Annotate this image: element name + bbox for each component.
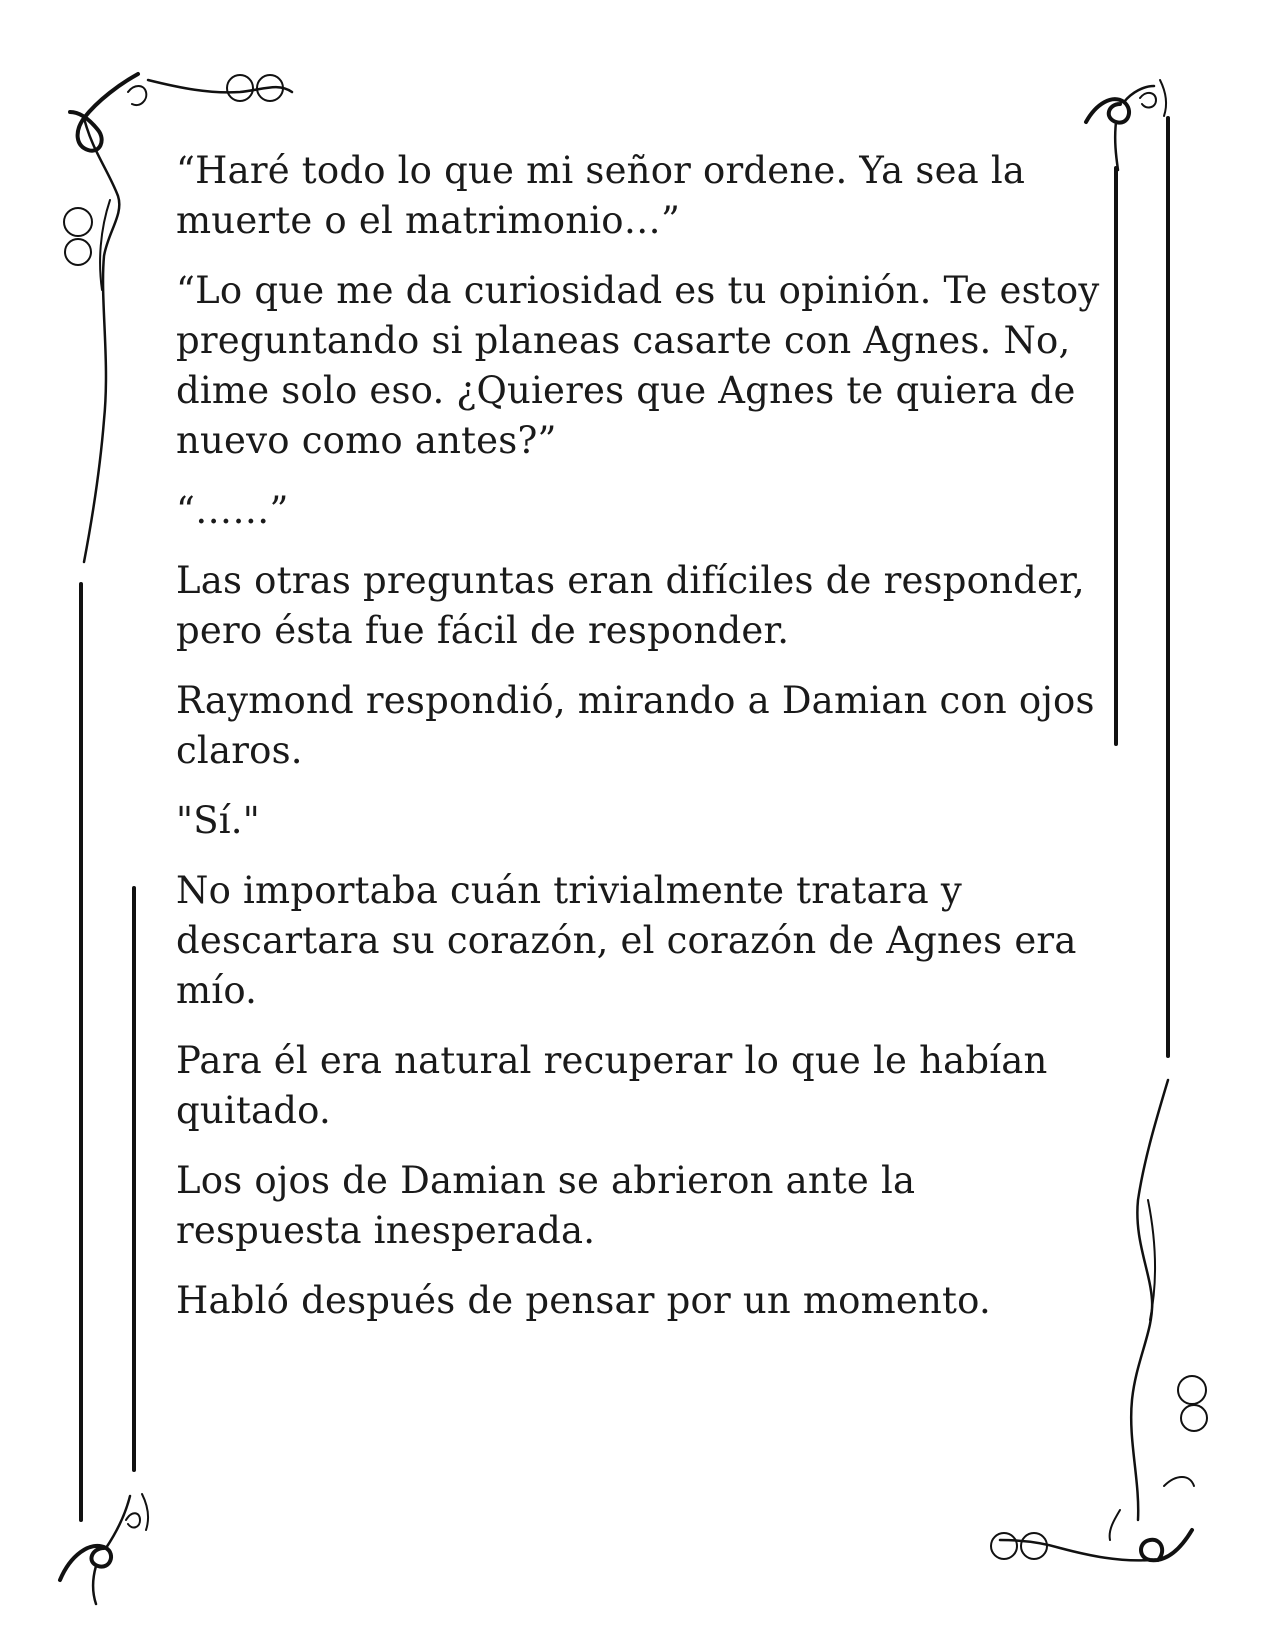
paragraph-10: Habló después de pensar por un momento. — [176, 1279, 991, 1322]
paragraph-2: “Lo que me da curiosidad es tu opinión. Te estoy preguntando si planeas casarte con Agnes. No, dime solo eso. ¿Quieres que Agnes te quiera de nuevo como antes?” — [176, 269, 1100, 462]
paragraph-7: No importaba cuán trivialmente tratara y descartara su corazón, el corazón de Agnes era mío. — [176, 869, 1077, 1012]
paragraph-6: "Sí." — [176, 799, 260, 842]
paragraph-9: Los ojos de Damian se abrieron ante la respuesta inesperada. — [176, 1159, 916, 1252]
paragraph-3: “……” — [176, 489, 289, 532]
paragraph-5: Raymond respondió, mirando a Damian con ojos claros. — [176, 679, 1095, 772]
paragraph-8: Para él era natural recuperar lo que le habían quitado. — [176, 1039, 1048, 1132]
flourish-bottom-left-icon — [60, 1494, 148, 1604]
paragraph-4: Las otras preguntas eran difíciles de responder, pero ésta fue fácil de responder. — [176, 559, 1085, 652]
paragraph-1: “Haré todo lo que mi señor ordene. Ya sea la muerte o el matrimonio…” — [176, 149, 1026, 242]
text-body — [176, 146, 1106, 1346]
